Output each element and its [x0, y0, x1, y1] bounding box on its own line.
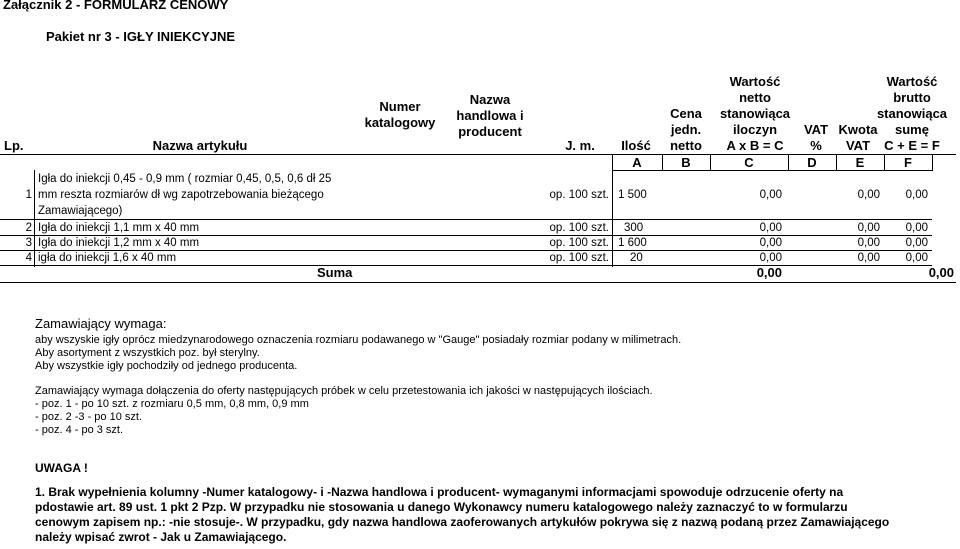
- warning-line: cenowym zapisem np.: -nie stosuje-. W przypadku, gdy nazwa handlowa zaoferowanych artykułów pokrywa się z nazwą podaną przez Zamawiającego: [35, 515, 890, 529]
- requirement-line: Aby asortyment z wszystkich poz. był sterylny.: [35, 347, 260, 359]
- sample-line: - poz. 4 - po 3 szt.: [35, 424, 124, 436]
- letter-a: A: [632, 155, 642, 170]
- header-ilosc: Ilość: [621, 138, 651, 153]
- header-wartosc-netto: Wartość netto stanowiąca iloczyn A x B = C: [719, 74, 791, 153]
- header-cena: Cena jedn. netto: [670, 106, 702, 153]
- header-numer: Numer katalogowy: [364, 99, 436, 130]
- warning-line: pdostawie art. 89 ust. 1 pkt 2 Pzp. W przypadku nie stosowania u danego Wykonawcy numeru katalogowego należy zaznaczyć to w formularzu: [35, 500, 848, 514]
- letter-c: C: [744, 155, 754, 170]
- sum-label: Suma: [317, 265, 353, 280]
- header-handlowa: Nazwa handlowa i producent: [456, 92, 524, 139]
- letter-e: E: [855, 155, 865, 170]
- warning-line: 1. Brak wypełnienia kolumny -Numer katalogowy- i -Nazwa handlowa i producent- wymaganymi informacjami spowoduje odrzucenie oferty na: [35, 485, 844, 499]
- requirements-heading: Zamawiający wymaga:: [35, 316, 167, 331]
- letter-d: D: [807, 155, 817, 170]
- letter-f: F: [904, 155, 912, 170]
- letter-b: B: [681, 155, 691, 170]
- header-jm: J. m.: [565, 138, 595, 153]
- sample-line: - poz. 1 - po 10 szt. z rozmiaru 0,5 mm, 0,8 mm, 0,9 mm: [35, 398, 309, 410]
- requirement-line: Aby wszystkie igły pochodziły od jednego producenta.: [35, 360, 298, 372]
- warning-heading: UWAGA !: [35, 461, 88, 475]
- header-wartosc-brutto: Wartość brutto stanowiąca sumę C + E = F: [876, 74, 948, 153]
- document-title: Załącznik 2 - FORMULARZ CENOWY: [3, 0, 229, 12]
- sample-line: - poz. 2 -3 - po 10 szt.: [35, 411, 142, 423]
- requirement-line: aby wszyskie igły oprócz miedzynarodowego oznaczenia rozmiaru podawanego w "Gauge" posiadały rozmiar podany w milimetrach.: [35, 334, 682, 346]
- sum-brutto: 0,00: [928, 265, 954, 280]
- header-kwota: Kwota VAT: [838, 122, 878, 153]
- samples-heading: Zamawiający wymaga dołączenia do oferty następujących próbek w celu przetestowania ich jakości w następujących ilościach.: [35, 385, 653, 397]
- header-vat: VAT %: [803, 122, 829, 153]
- sum-netto: 0,00: [756, 265, 782, 280]
- header-lp: Lp.: [4, 138, 24, 153]
- warning-line: należy wpisać zwrot - Jak u Zamawiającego.: [35, 530, 287, 544]
- header-nazwa: Nazwa artykułu: [152, 138, 248, 153]
- document-subtitle: Pakiet nr 3 - IGŁY INIEKCYJNE: [46, 29, 236, 44]
